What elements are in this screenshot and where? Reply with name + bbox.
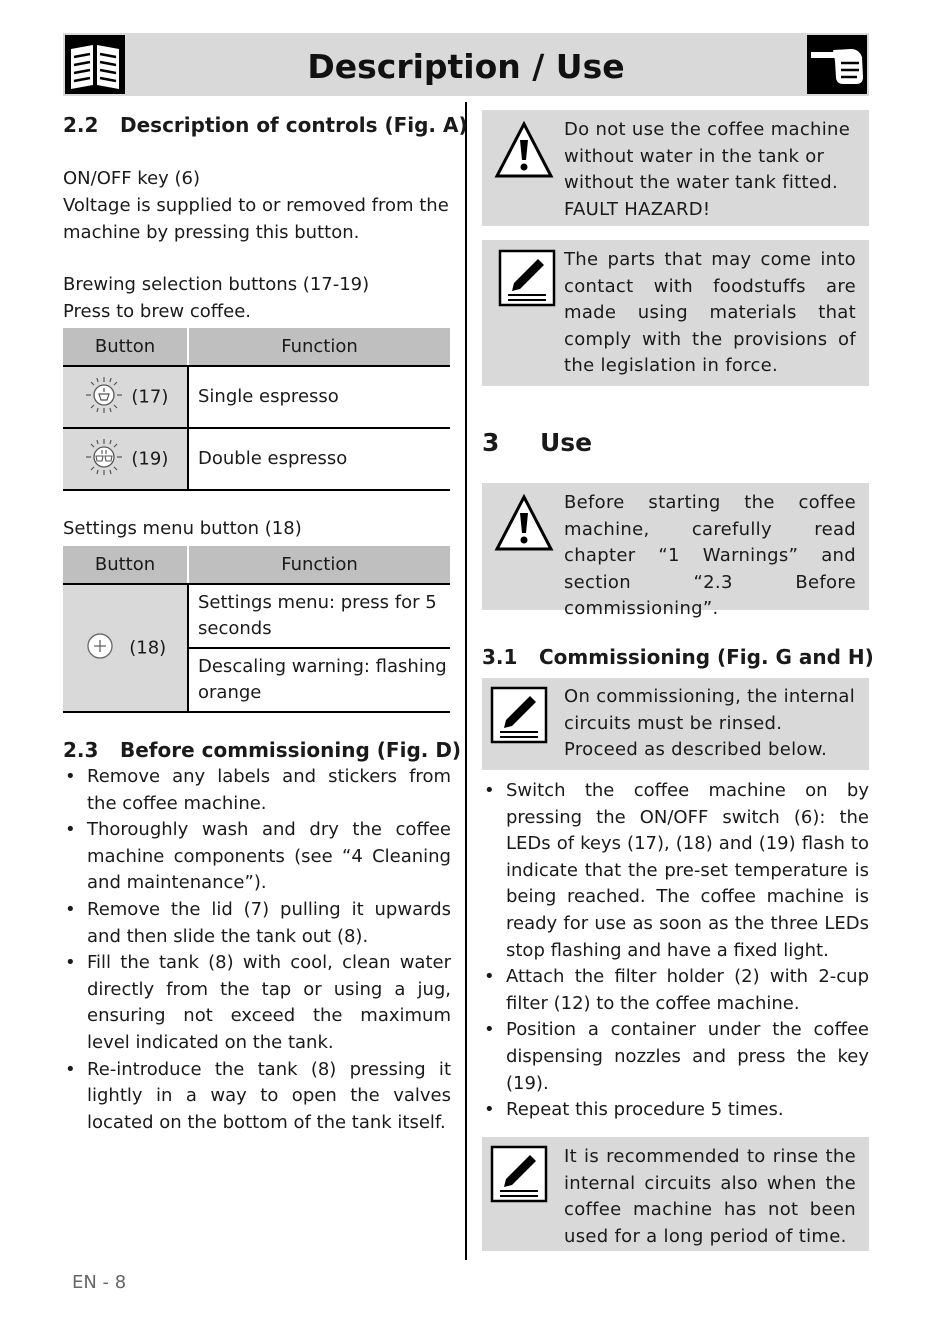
table-row <box>63 366 450 428</box>
note-box-materials <box>482 240 869 386</box>
function-label: Descaling warning: flashing orange <box>188 648 450 712</box>
note-text: The parts that may come into contact with foodstuffs are made using materials that comply with the provisions of the legislation in force. <box>564 249 856 376</box>
before-commissioning-list <box>63 764 451 1136</box>
col-header-function: Function <box>188 546 450 584</box>
pencil-note-icon <box>490 1145 548 1208</box>
section-2-2-heading: 2.2 Description of controls (Fig. A) <box>63 113 468 137</box>
note-text: On commissioning, the internal circuits must be rinsed. Proceed as described below. <box>564 686 856 760</box>
note-text: It is recommended to rinse the internal circuits also when the coffee machine has not been used for a long period of time. <box>564 1146 856 1247</box>
plus-led-icon <box>84 631 118 666</box>
section-3-1-heading: 3.1 Commissioning (Fig. G and H) <box>482 645 874 669</box>
list-item: • Fill the tank (8) with cool, clean water directly from the tap or using a jug, ensuring not exceed the maximum level indicated on the tank. <box>63 950 451 1056</box>
pencil-note-icon <box>498 249 556 312</box>
table-row <box>63 428 450 490</box>
warning-box-water <box>482 110 869 226</box>
list-item: • Remove the lid (7) pulling it upwards and then slide the tank out (8). <box>63 897 451 950</box>
section-2-3-heading: 2.3 Before commissioning (Fig. D) <box>63 738 462 762</box>
settings-button-title: Settings menu button (18) <box>63 518 302 539</box>
function-label: Settings menu: press for 5 seconds <box>188 584 450 648</box>
brewing-buttons-table <box>63 328 450 491</box>
warning-text: Before starting the coffee machine, carefully read chapter “1 Warnings” and section “2.3 Before commissioning”. <box>564 492 856 619</box>
list-item: • Repeat this procedure 5 times. <box>482 1097 869 1124</box>
key-label: (18) <box>129 637 167 658</box>
onoff-key-title: ON/OFF key (6) <box>63 168 201 189</box>
column-divider <box>465 102 467 1260</box>
list-item: • Switch the coffee machine on by pressing the ON/OFF switch (6): the LEDs of keys (17), (18) and (19) flash to indicate that the pre-set temperature is being reached. The coffee machine is ready for use as soon as the three LEDs stop flashing and have a fixed light. <box>482 778 869 964</box>
note-box-rinse <box>482 678 869 770</box>
page-header <box>63 33 869 96</box>
pencil-note-icon <box>490 686 548 749</box>
single-cup-led-icon <box>82 375 126 420</box>
function-label: Single espresso <box>188 366 450 428</box>
warning-text: Do not use the coffee machine without water in the tank or without the water tank fitted. FAULT HAZARD! <box>564 119 851 220</box>
warning-box-read-first <box>482 483 869 619</box>
key-label: (19) <box>131 448 169 469</box>
col-header-button: Button <box>63 546 188 584</box>
double-cup-led-icon <box>82 437 126 482</box>
commissioning-list <box>482 778 869 1124</box>
brewing-buttons-text: Press to brew coffee. <box>63 301 252 322</box>
settings-button-table <box>63 546 450 713</box>
col-header-function: Function <box>188 328 450 366</box>
onoff-key-text: Voltage is supplied to or removed from the machine by pressing this button. <box>63 195 449 243</box>
warning-triangle-icon <box>494 120 554 185</box>
page-title: Description / Use <box>307 47 625 86</box>
list-item: • Thoroughly wash and dry the coffee machine components (see “4 Cleaning and maintenance”). <box>63 817 451 897</box>
note-box-long-period <box>482 1137 869 1251</box>
col-header-button: Button <box>63 328 188 366</box>
brewing-buttons-title: Brewing selection buttons (17-19) <box>63 274 370 295</box>
warning-triangle-icon <box>494 493 554 558</box>
page-number: EN - 8 <box>72 1272 127 1293</box>
section-3-heading: 3 Use <box>482 428 593 457</box>
pointing-hand-icon <box>807 35 867 94</box>
function-label: Double espresso <box>188 428 450 490</box>
list-item: • Remove any labels and stickers from the coffee machine. <box>63 764 451 817</box>
list-item: • Position a container under the coffee dispensing nozzles and press the key (19). <box>482 1017 869 1097</box>
list-item: • Re-introduce the tank (8) pressing it lightly in a way to open the valves located on the bottom of the tank itself. <box>63 1057 451 1137</box>
list-item: • Attach the filter holder (2) with 2-cup filter (12) to the coffee machine. <box>482 964 869 1017</box>
key-label: (17) <box>131 386 169 407</box>
